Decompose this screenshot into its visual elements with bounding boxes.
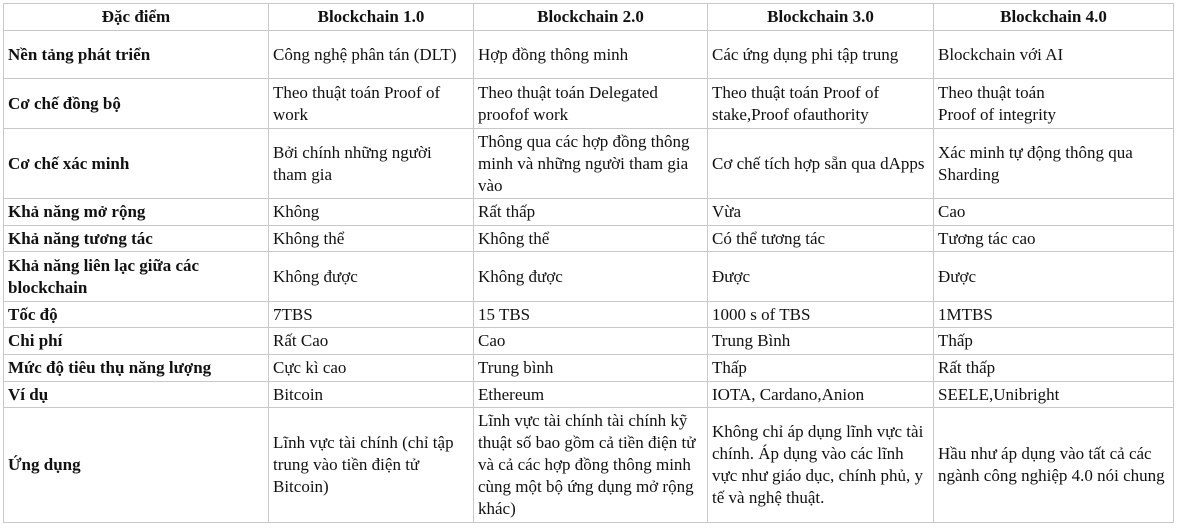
table-cell: Ethereum (474, 382, 708, 408)
table-row (4, 382, 1174, 408)
row-label: Cơ chế xác minh (4, 129, 269, 199)
table-row (4, 199, 1174, 226)
table-cell: Cơ chế tích hợp sẵn qua dApps (708, 129, 934, 199)
table-cell: Công nghệ phân tán (DLT) (269, 31, 474, 79)
table-cell: SEELE,Unibright (934, 382, 1174, 408)
row-label: Ứng dụng (4, 408, 269, 523)
table-cell: 1MTBS (934, 302, 1174, 328)
table-cell: Tương tác cao (934, 226, 1174, 252)
table-cell: Vừa (708, 199, 934, 226)
table-cell: Bởi chính những người tham gia (269, 129, 474, 199)
table-row (4, 328, 1174, 355)
table-cell: Có thể tương tác (708, 226, 934, 252)
table-cell: Thấp (934, 328, 1174, 355)
table-cell: Theo thuật toán Proof of integrity (934, 79, 1174, 129)
table-cell: Theo thuật toán Proof of stake,Proof ofauthority (708, 79, 934, 129)
row-label: Nền tảng phát triển (4, 31, 269, 79)
row-label: Khả năng liên lạc giữa các blockchain (4, 252, 269, 302)
header-blockchain-4: Blockchain 4.0 (934, 4, 1174, 31)
table-cell: IOTA, Cardano,Anion (708, 382, 934, 408)
table-cell: Không chỉ áp dụng lĩnh vực tài chính. Áp dụng vào các lĩnh vực như giáo dục, chính phủ, y tế và nghệ thuật. (708, 408, 934, 523)
table-row (4, 226, 1174, 252)
blockchain-comparison-table (3, 3, 1174, 523)
row-label: Cơ chế đồng bộ (4, 79, 269, 129)
table-cell: Cao (934, 199, 1174, 226)
table-cell: Các ứng dụng phi tập trung (708, 31, 934, 79)
header-blockchain-2: Blockchain 2.0 (474, 4, 708, 31)
table-cell: 7TBS (269, 302, 474, 328)
table-cell: Không thể (474, 226, 708, 252)
table-cell: Lĩnh vực tài chính (chỉ tập trung vào tiền điện tử Bitcoin) (269, 408, 474, 523)
table-cell: Trung bình (474, 355, 708, 382)
header-blockchain-1: Blockchain 1.0 (269, 4, 474, 31)
table-cell: Theo thuật toán Delegated proofof work (474, 79, 708, 129)
table-row (4, 302, 1174, 328)
table-cell: Không được (474, 252, 708, 302)
table-row (4, 79, 1174, 129)
table-cell: Thông qua các hợp đồng thông minh và những người tham gia vào (474, 129, 708, 199)
table-cell: Không (269, 199, 474, 226)
table-cell: Không thể (269, 226, 474, 252)
table-row (4, 355, 1174, 382)
row-label: Khả năng tương tác (4, 226, 269, 252)
header-blockchain-3: Blockchain 3.0 (708, 4, 934, 31)
table-cell: Được (934, 252, 1174, 302)
row-label: Ví dụ (4, 382, 269, 408)
header-feature: Đặc điểm (4, 4, 269, 31)
table-cell: Cực kì cao (269, 355, 474, 382)
table-cell: Hợp đồng thông minh (474, 31, 708, 79)
table-cell: Rất Cao (269, 328, 474, 355)
row-label: Tốc độ (4, 302, 269, 328)
table-cell: Rất thấp (934, 355, 1174, 382)
table-cell: Xác minh tự động thông qua Sharding (934, 129, 1174, 199)
table-cell: Thấp (708, 355, 934, 382)
table-row (4, 129, 1174, 199)
table-cell: Lĩnh vực tài chính tài chính kỹ thuật số bao gồm cả tiền điện tử và cả các hợp đồng thông minh cùng một bộ ứng dụng mở rộng khác) (474, 408, 708, 523)
table-row (4, 31, 1174, 79)
table-cell: Được (708, 252, 934, 302)
table-cell: Trung Bình (708, 328, 934, 355)
table-cell: Cao (474, 328, 708, 355)
table-cell: 15 TBS (474, 302, 708, 328)
table-cell: Không được (269, 252, 474, 302)
row-label: Khả năng mở rộng (4, 199, 269, 226)
table-cell: Blockchain với AI (934, 31, 1174, 79)
table-cell: 1000 s of TBS (708, 302, 934, 328)
table-cell: Theo thuật toán Proof of work (269, 79, 474, 129)
table-header-row (4, 4, 1174, 31)
table-row (4, 252, 1174, 302)
table-cell: Rất thấp (474, 199, 708, 226)
row-label: Mức độ tiêu thụ năng lượng (4, 355, 269, 382)
row-label: Chi phí (4, 328, 269, 355)
table-row (4, 408, 1174, 523)
table-cell: Hầu như áp dụng vào tất cả các ngành công nghiệp 4.0 nói chung (934, 408, 1174, 523)
table-cell: Bitcoin (269, 382, 474, 408)
